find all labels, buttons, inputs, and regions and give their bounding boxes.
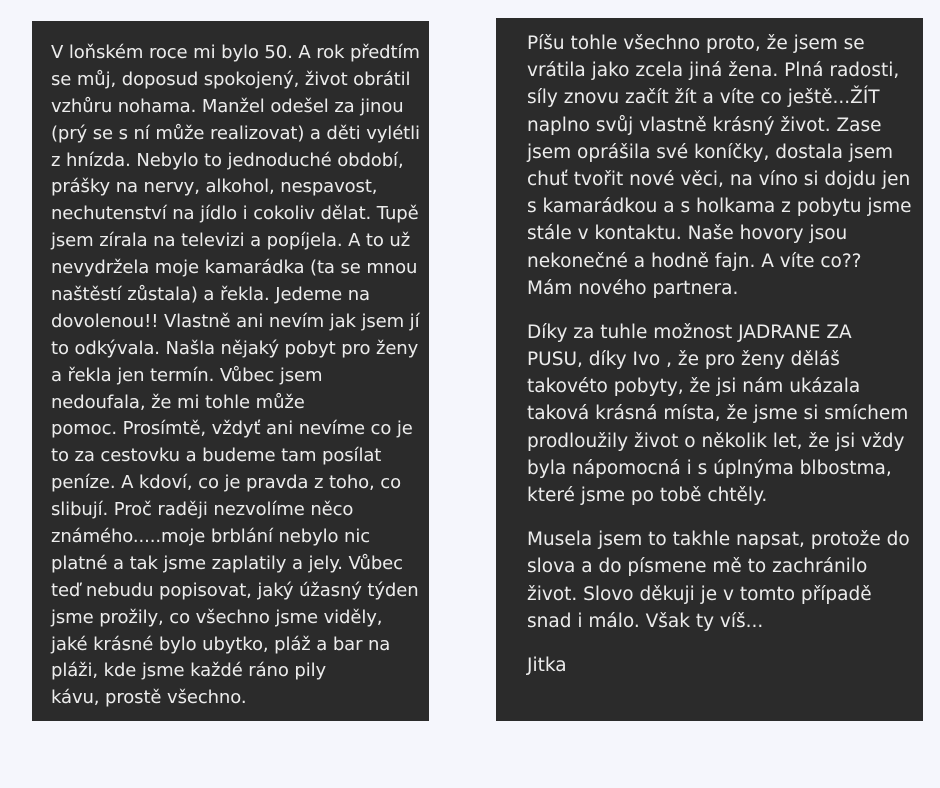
text-line: Mám nového partnera. [527, 277, 739, 299]
text-line: snad i málo. Však ty víš... [527, 610, 764, 632]
text-line: a řekla jen termín. Vůbec jsem [51, 364, 323, 386]
text-line: nevydržela moje kamarádka (ta se mnou [51, 257, 418, 279]
text-line: se můj, doposud spokojený, život obrátil [51, 68, 411, 90]
text-line: jsme prožily, co všechno jsme viděly, [51, 606, 383, 628]
testimonial-card-left [32, 21, 429, 721]
text-line: prášky na nervy, alkohol, nespavost, [51, 176, 378, 198]
text-line: nedoufala, že mi tohle může [51, 391, 305, 413]
text-line: vrátila jako zcela jiná žena. Plná radosti, [527, 60, 900, 82]
text-line: Musela jsem to takhle napsat, protože do [527, 529, 910, 551]
text-line: chuť tvořit nové věci, na víno si dojdu jen [527, 168, 911, 190]
text-line: slibují. Proč raději nezvolíme něco [51, 499, 354, 521]
author-name: Jitka [527, 654, 567, 676]
text-line: jaké krásné bylo ubytko, pláž a bar na [51, 633, 391, 655]
text-line: takovéto pobyty, že jsi nám ukázala [527, 376, 861, 398]
signature [527, 652, 909, 679]
paragraph-spacer [527, 509, 909, 526]
text-line: kávu, prostě všechno. [51, 687, 247, 709]
text-line: taková krásná místa, že jsme si smíchem [527, 403, 909, 425]
text-line: nechutenství na jídlo i cokoliv dělat. Tupě [51, 203, 419, 225]
text-line: stále v kontaktu. Naše hovory jsou [527, 223, 848, 245]
text-line: PUSU, díky Ivo , že pro ženy děláš [527, 349, 840, 371]
text-line: které jsme po tobě chtěly. [527, 485, 768, 506]
text-line: jsem zírala na televizi a popíjela. A to už [51, 230, 411, 252]
text-line: naštěstí zůstala) a řekla. Jedeme na [51, 284, 370, 306]
text-line: V loňském roce mi bylo 50. A rok předtím [51, 42, 420, 63]
text-line: byla nápomocná i s úplnýma blbostma, [527, 457, 892, 479]
paragraph-spacer [527, 635, 909, 652]
text-line: Píšu tohle všechno proto, že jsem se [527, 33, 865, 54]
text-line: prodloužily život o několik let, že jsi vždy [527, 430, 905, 452]
paragraph-return [527, 30, 912, 302]
text-line: z hnízda. Nebylo to jednoduché období, [51, 149, 404, 171]
text-line: život. Slovo děkuji je v tomto případě [527, 583, 872, 605]
text-line: (prý se s ní může realizovat) a děti vylétli [51, 122, 420, 144]
text-line: vzhůru nohama. Manžel odešel za jinou [51, 95, 404, 117]
text-line: dovolenou!! Vlastně ani nevím jak jsem jí [51, 310, 420, 332]
text-line: to odkývala. Našla nějaký pobyt pro ženy [51, 337, 419, 359]
text-line: platné a tak jsme zaplatily a jely. Vůbec [51, 552, 403, 574]
text-line: s kamarádkou a s holkama z pobytu jsme [527, 196, 912, 218]
text-line: naplno svůj vlastně krásný život. Zase [527, 114, 882, 136]
text-line: známého.....moje brblání nebylo nic [51, 526, 371, 548]
text-line: teď nebudu popisovat, jaký úžasný týden [51, 579, 419, 601]
text-line: síly znovu začít žít a víte co ještě...ŽÍT [527, 87, 880, 109]
text-line: pláži, kde jsme každé ráno pily [51, 660, 327, 682]
testimonial-card-right [496, 18, 923, 721]
paragraph-closing [527, 526, 909, 635]
text-line: Díky za tuhle možnost JADRANE ZA [527, 321, 852, 343]
text-line: to za cestovku a budeme tam posílat [51, 445, 382, 467]
text-line: slova a do písmene mě to zachránilo [527, 556, 868, 578]
text-line: pomoc. Prosímtě, vždyť ani nevíme co je [51, 418, 413, 440]
testimonial-text-left [51, 40, 420, 712]
paragraph-thanks [527, 319, 909, 509]
text-line: nekonečné a hodně fajn. A víte co?? [527, 250, 862, 272]
text-line: jsem oprášila své koníčky, dostala jsem [527, 141, 894, 163]
paragraph-spacer [527, 302, 909, 319]
text-line: peníze. A kdoví, co je pravda z toho, co [51, 472, 401, 494]
